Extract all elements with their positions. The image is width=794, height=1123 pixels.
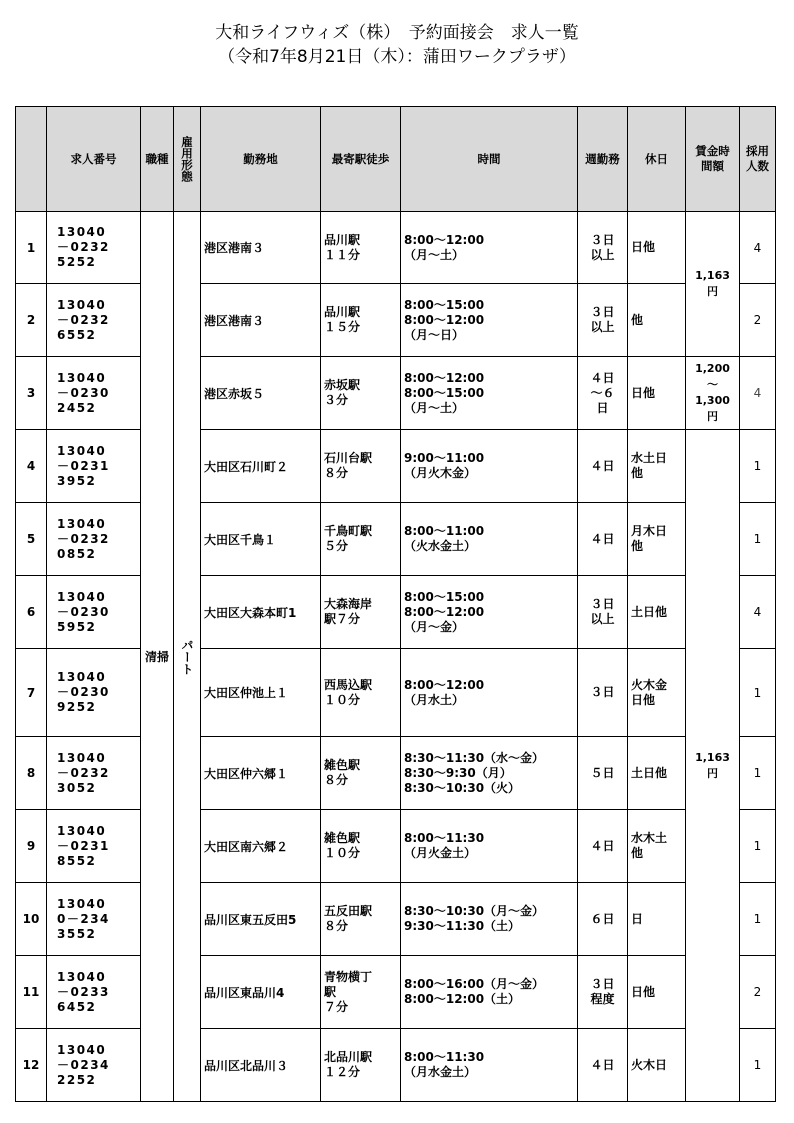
hires-cell: 1	[740, 1029, 776, 1102]
hires-cell: 2	[740, 956, 776, 1029]
station-cell: 石川台駅 ８分	[321, 430, 401, 503]
header-job-number: 求人番号	[47, 107, 141, 212]
days-cell: ３日	[578, 649, 628, 737]
header-wage	[686, 107, 740, 212]
job-number-cell: 13040 －0231 3952	[47, 430, 141, 503]
header-station: 最寄駅徒歩	[321, 107, 401, 212]
row-number-cell: 4	[16, 430, 47, 503]
table-row	[16, 212, 776, 284]
days-cell: ４日	[578, 430, 628, 503]
holidays-cell: 火木日	[628, 1029, 686, 1102]
hours-cell: 8:00～12:00 （月～土）	[401, 212, 578, 284]
document-subtitle: （令和7年8月21日（木）：蒲田ワークプラザ）	[218, 47, 576, 67]
location-cell: 品川区東品川4	[201, 956, 321, 1029]
header-category: 職種	[141, 107, 174, 212]
hours-cell: 8:00～15:00 8:00～12:00 （月～日）	[401, 284, 578, 357]
table-row	[16, 956, 776, 1029]
hours-cell: 8:00～11:30 （月水金土）	[401, 1029, 578, 1102]
job-number-cell: 13040 －0230 2452	[47, 357, 141, 430]
hires-cell: 2	[740, 284, 776, 357]
holidays-cell: 火木金 日他	[628, 649, 686, 737]
row-number-cell: 12	[16, 1029, 47, 1102]
job-number-cell: 13040 －0230 5952	[47, 576, 141, 649]
hires-cell: 1	[740, 737, 776, 810]
hours-cell: 8:30～10:30（月～金） 9:30～11:30（土）	[401, 883, 578, 956]
days-cell: ４日	[578, 1029, 628, 1102]
job-number-cell: 13040 －0234 2252	[47, 1029, 141, 1102]
wage-cell: 1,163 円	[686, 430, 740, 1102]
hours-cell: 8:00～15:00 8:00～12:00 （月～金）	[401, 576, 578, 649]
job-number-cell: 13040 0－234 3552	[47, 883, 141, 956]
station-cell: 赤坂駅 ３分	[321, 357, 401, 430]
station-cell: 北品川駅 １２分	[321, 1029, 401, 1102]
station-cell: 西馬込駅 １０分	[321, 649, 401, 737]
header-hires	[740, 107, 776, 212]
row-number-cell: 8	[16, 737, 47, 810]
station-cell: 品川駅 １５分	[321, 284, 401, 357]
location-cell: 品川区北品川３	[201, 1029, 321, 1102]
station-cell: 大森海岸 駅７分	[321, 576, 401, 649]
job-listing-table	[15, 106, 776, 1102]
hires-cell: 1	[740, 883, 776, 956]
hires-cell: 4	[740, 212, 776, 284]
hires-cell: 1	[740, 503, 776, 576]
location-cell: 大田区南六郷２	[201, 810, 321, 883]
header-hours: 時間	[401, 107, 578, 212]
job-number-cell: 13040 －0233 6452	[47, 956, 141, 1029]
holidays-cell: 月木日 他	[628, 503, 686, 576]
station-cell: 五反田駅 ８分	[321, 883, 401, 956]
hours-cell: 9:00～11:00 （月火木金）	[401, 430, 578, 503]
hours-cell: 8:00～12:00 （月水土）	[401, 649, 578, 737]
header-row	[16, 107, 776, 212]
hires-cell: 1	[740, 649, 776, 737]
table-row	[16, 810, 776, 883]
location-cell: 港区港南３	[201, 212, 321, 284]
days-cell: ６日	[578, 883, 628, 956]
holidays-cell: 土日他	[628, 576, 686, 649]
station-cell: 雑色駅 １０分	[321, 810, 401, 883]
job-number-cell: 13040 －0232 6552	[47, 284, 141, 357]
hours-cell: 8:00～12:00 8:00～15:00 （月～土）	[401, 357, 578, 430]
header-employment-type	[174, 107, 201, 212]
employment-type-label: パート	[180, 638, 194, 675]
row-number-cell: 7	[16, 649, 47, 737]
days-cell: ３日 程度	[578, 956, 628, 1029]
wage-cell: 1,200 ～ 1,300 円	[686, 357, 740, 430]
hours-cell: 8:00～11:30 （月火金土）	[401, 810, 578, 883]
header-holidays: 休日	[628, 107, 686, 212]
table-row	[16, 503, 776, 576]
holidays-cell: 日	[628, 883, 686, 956]
location-cell: 大田区千鳥１	[201, 503, 321, 576]
hires-cell: 4	[740, 576, 776, 649]
row-number-cell: 2	[16, 284, 47, 357]
row-number-cell: 10	[16, 883, 47, 956]
document-title: 大和ライフウィズ（株） 予約面接会 求人一覧	[215, 23, 579, 43]
header-hires-label: 採用人数	[746, 144, 769, 173]
location-cell: 大田区仲池上１	[201, 649, 321, 737]
holidays-cell: 水木土 他	[628, 810, 686, 883]
hires-cell: 4	[740, 357, 776, 430]
row-number-cell: 9	[16, 810, 47, 883]
days-cell: ３日 以上	[578, 284, 628, 357]
days-cell: ５日	[578, 737, 628, 810]
job-number-cell: 13040 －0230 9252	[47, 649, 141, 737]
location-cell: 港区港南３	[201, 284, 321, 357]
header-location: 勤務地	[201, 107, 321, 212]
hires-cell: 1	[740, 810, 776, 883]
table-row	[16, 737, 776, 810]
location-cell: 品川区東五反田5	[201, 883, 321, 956]
header-wage-label: 賃金時間額	[695, 144, 730, 173]
holidays-cell: 土日他	[628, 737, 686, 810]
row-number-cell: 11	[16, 956, 47, 1029]
table-row	[16, 649, 776, 737]
hours-cell: 8:00～16:00（月～金） 8:00～12:00（土）	[401, 956, 578, 1029]
days-cell: ４日	[578, 810, 628, 883]
location-cell: 大田区仲六郷１	[201, 737, 321, 810]
location-cell: 大田区石川町２	[201, 430, 321, 503]
days-cell: ３日 以上	[578, 576, 628, 649]
station-cell: 品川駅 １１分	[321, 212, 401, 284]
employment-type-cell	[174, 212, 201, 1102]
station-cell: 青物横丁 駅 ７分	[321, 956, 401, 1029]
table-row	[16, 284, 776, 357]
days-cell: ４日	[578, 503, 628, 576]
location-cell: 港区赤坂５	[201, 357, 321, 430]
table-row	[16, 1029, 776, 1102]
header-no	[16, 107, 47, 212]
job-number-cell: 13040 －0232 3052	[47, 737, 141, 810]
station-cell: 雑色駅 ８分	[321, 737, 401, 810]
table-row	[16, 883, 776, 956]
header-employment-type-label: 雇用形態	[180, 136, 194, 182]
row-number-cell: 3	[16, 357, 47, 430]
holidays-cell: 日他	[628, 212, 686, 284]
holidays-cell: 日他	[628, 357, 686, 430]
job-number-cell: 13040 －0232 0852	[47, 503, 141, 576]
row-number-cell: 5	[16, 503, 47, 576]
table-row	[16, 357, 776, 430]
holidays-cell: 日他	[628, 956, 686, 1029]
location-cell: 大田区大森本町1	[201, 576, 321, 649]
job-number-cell: 13040 －0232 5252	[47, 212, 141, 284]
header-days: 週勤務	[578, 107, 628, 212]
row-number-cell: 1	[16, 212, 47, 284]
table-row	[16, 430, 776, 503]
table-row	[16, 576, 776, 649]
holidays-cell: 水土日 他	[628, 430, 686, 503]
hires-cell: 1	[740, 430, 776, 503]
days-cell: ３日 以上	[578, 212, 628, 284]
category-cell: 清掃	[141, 212, 174, 1102]
row-number-cell: 6	[16, 576, 47, 649]
hours-cell: 8:30～11:30（水～金） 8:30～9:30（月） 8:30～10:30（火）	[401, 737, 578, 810]
hours-cell: 8:00～11:00 （火水金土）	[401, 503, 578, 576]
holidays-cell: 他	[628, 284, 686, 357]
days-cell: ４日 ～６ 日	[578, 357, 628, 430]
station-cell: 千鳥町駅 ５分	[321, 503, 401, 576]
job-number-cell: 13040 －0231 8552	[47, 810, 141, 883]
wage-cell: 1,163 円	[686, 212, 740, 357]
